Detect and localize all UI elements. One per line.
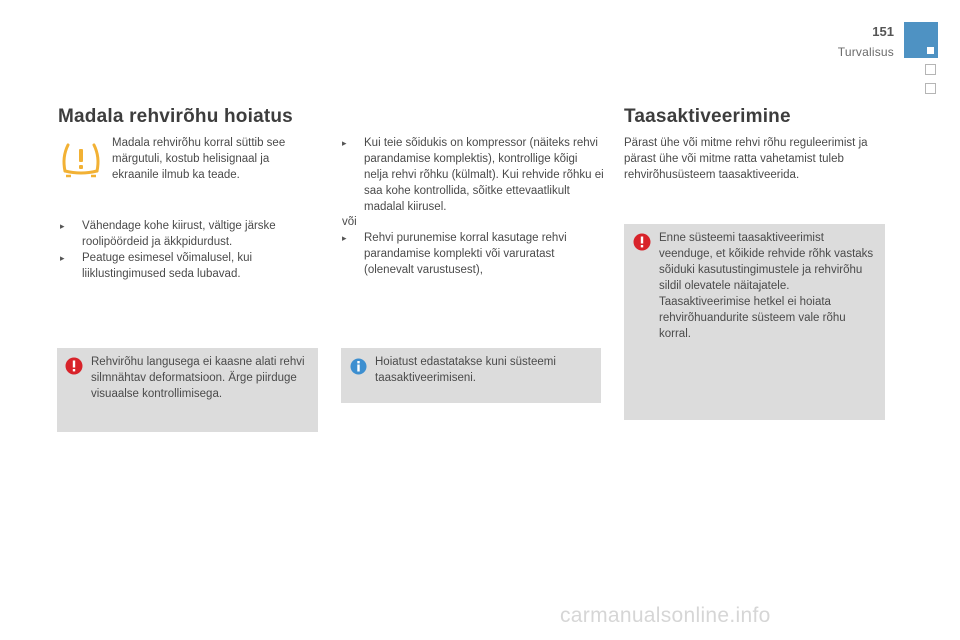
tab-marker bbox=[927, 47, 934, 54]
connector-text: või bbox=[342, 216, 357, 228]
warning-icon bbox=[633, 233, 651, 251]
list-item: ▸ Rehvi purunemise korral kasutage rehvi parandamise komplekti või varuratast (olenevalt varustusest), bbox=[342, 232, 567, 276]
warning-text: Rehvirõhu langusega ei kaasne alati rehvi silmnähtav deformatsioon. Ärge piirduge visuaalse kontrollimisega. bbox=[91, 356, 305, 400]
section-tab[interactable] bbox=[904, 22, 938, 58]
info-box bbox=[341, 348, 601, 403]
bullet-arrow-icon: ▸ bbox=[342, 138, 347, 148]
tire-pressure-warning-icon bbox=[60, 141, 102, 179]
list-item: ▸ Peatuge esimesel võimalusel, kui liiklustingimused seda lubavad. bbox=[60, 252, 253, 280]
section-tab-empty[interactable] bbox=[925, 64, 936, 75]
bullet-arrow-icon: ▸ bbox=[342, 233, 347, 243]
warning-text: Enne süsteemi taasaktiveerimist veenduge, et kõikide rehvide rõhk vastaks sõiduki kasutustingimustele ja rehvirõhu sildil olevatele näitajatele. Taasaktiveerimise hetkel ei hoiata rehvirõhuandurite süsteem vale rõhu korral. bbox=[659, 232, 874, 340]
info-icon bbox=[350, 358, 367, 375]
page-number: 151 bbox=[872, 24, 894, 39]
section-title-low-pressure: Madala rehvirõhu hoiatus bbox=[58, 106, 293, 127]
section-name: Turvalisus bbox=[837, 45, 894, 59]
warning-box bbox=[57, 348, 318, 432]
low-pressure-intro: Madala rehvirõhu korral süttib see märgutuli, kostub helisignaal ja ekraanile ilmub ka teade. bbox=[112, 137, 286, 181]
warning-box bbox=[624, 224, 885, 420]
section-title-reactivation: Taasaktiveerimine bbox=[624, 106, 791, 127]
warning-icon bbox=[65, 357, 83, 375]
bullet-arrow-icon: ▸ bbox=[60, 253, 65, 263]
section-tab-empty[interactable] bbox=[925, 83, 936, 94]
bullet-arrow-icon: ▸ bbox=[60, 221, 65, 231]
info-text: Hoiatust edastatakse kuni süsteemi taasaktiveerimiseni. bbox=[375, 356, 556, 384]
list-item: ▸ Vähendage kohe kiirust, vältige järske roolipöördeid ja äkkpidurdust. bbox=[60, 220, 276, 248]
reactivation-intro: Pärast ühe või mitme rehvi rõhu reguleerimist ja pärast ühe või mitme ratta vahetamist tuleb rehvirõhusüsteem taasaktiveerida. bbox=[624, 137, 868, 181]
watermark: carmanualsonline.info bbox=[560, 604, 771, 627]
list-item: ▸ Kui teie sõidukis on kompressor (näiteks rehvi parandamise komplektis), kontrollige kõigi nelja rehvi rõhku (külmalt). Kui rehvide rõhku ei saa kohe kontrollida, sõitke ettevaatlikult madalal kiirusel. bbox=[342, 137, 604, 213]
